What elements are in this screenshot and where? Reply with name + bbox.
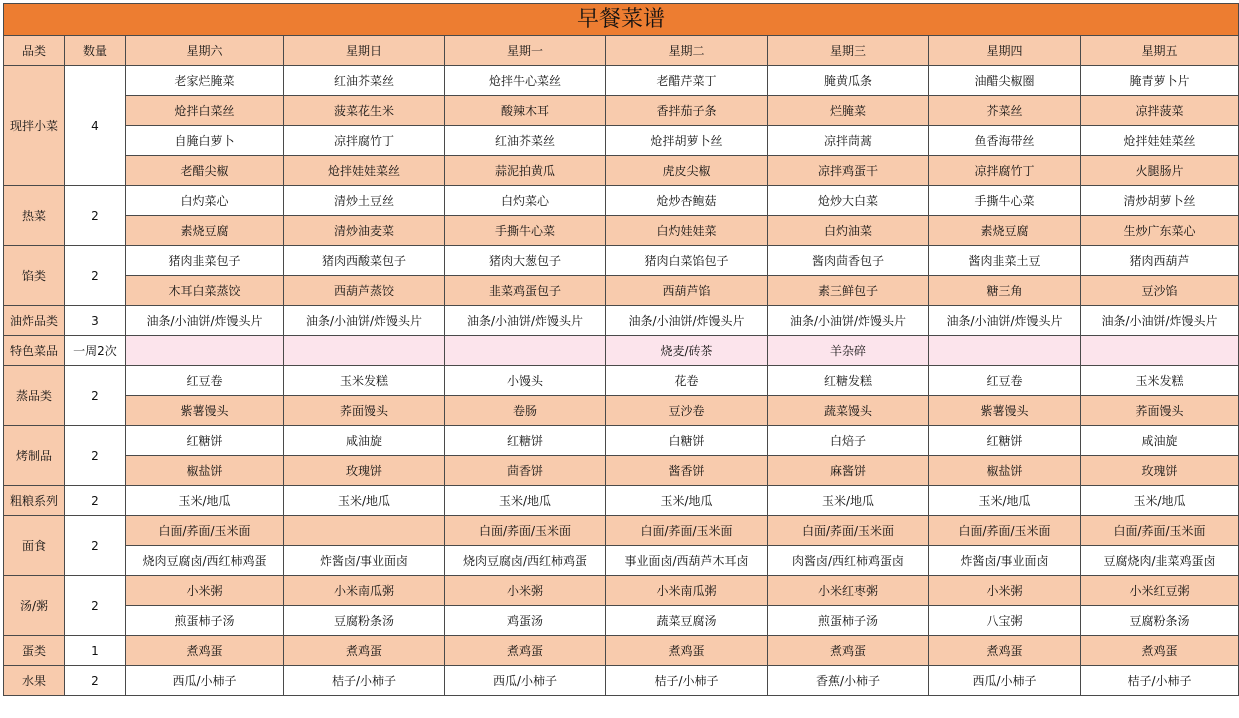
quantity-cell[interactable]: 2 bbox=[65, 516, 126, 576]
menu-cell-thu[interactable]: 西瓜/小柿子 bbox=[929, 666, 1081, 696]
menu-cell-fri[interactable]: 小米红豆粥 bbox=[1081, 576, 1239, 606]
table-row bbox=[4, 636, 1239, 666]
menu-cell-thu[interactable]: 油条/小油饼/炸馒头片 bbox=[929, 306, 1081, 336]
menu-cell-sat[interactable]: 红糖饼 bbox=[126, 426, 284, 456]
menu-cell-sat[interactable]: 紫薯馒头 bbox=[126, 396, 284, 426]
menu-cell-sun[interactable]: 玉米发糕 bbox=[284, 366, 445, 396]
menu-cell-wed[interactable]: 素三鲜包子 bbox=[768, 276, 929, 306]
menu-cell-wed[interactable]: 玉米/地瓜 bbox=[768, 486, 929, 516]
menu-cell-wed[interactable]: 白灼油菜 bbox=[768, 216, 929, 246]
menu-cell-thu[interactable]: 油醋尖椒圈 bbox=[929, 66, 1081, 96]
menu-cell-sun[interactable]: 猪肉西酸菜包子 bbox=[284, 246, 445, 276]
menu-cell-mon[interactable]: 油条/小油饼/炸馒头片 bbox=[445, 306, 606, 336]
menu-cell-mon[interactable]: 煮鸡蛋 bbox=[445, 636, 606, 666]
quantity-cell[interactable]: 1 bbox=[65, 636, 126, 666]
menu-cell-tue[interactable]: 玉米/地瓜 bbox=[606, 486, 768, 516]
menu-cell-wed[interactable]: 肉酱卤/西红柿鸡蛋卤 bbox=[768, 546, 929, 576]
menu-cell-sat[interactable]: 烧肉豆腐卤/西红柿鸡蛋 bbox=[126, 546, 284, 576]
menu-cell-wed[interactable]: 羊杂碎 bbox=[768, 336, 929, 366]
menu-cell-wed[interactable]: 香蕉/小柿子 bbox=[768, 666, 929, 696]
category-cell[interactable]: 现拌小菜 bbox=[4, 66, 65, 186]
menu-cell-sat[interactable]: 自腌白萝卜 bbox=[126, 126, 284, 156]
table-row bbox=[4, 516, 1239, 546]
menu-cell-mon[interactable] bbox=[445, 336, 606, 366]
header-sat[interactable]: 星期六 bbox=[126, 36, 284, 66]
table-row bbox=[4, 126, 1239, 156]
menu-cell-sun[interactable]: 玉米/地瓜 bbox=[284, 486, 445, 516]
menu-cell-wed[interactable]: 烂腌菜 bbox=[768, 96, 929, 126]
category-cell[interactable]: 特色菜品 bbox=[4, 336, 65, 366]
table-row bbox=[4, 336, 1239, 366]
table-row bbox=[4, 216, 1239, 246]
menu-cell-sat[interactable]: 红豆卷 bbox=[126, 366, 284, 396]
menu-cell-sun[interactable]: 玫瑰饼 bbox=[284, 456, 445, 486]
quantity-cell[interactable]: 2 bbox=[65, 576, 126, 636]
menu-cell-sat[interactable]: 椒盐饼 bbox=[126, 456, 284, 486]
menu-cell-tue[interactable]: 炝炒杏鲍菇 bbox=[606, 186, 768, 216]
menu-cell-sat[interactable]: 白灼菜心 bbox=[126, 186, 284, 216]
menu-cell-fri[interactable]: 煮鸡蛋 bbox=[1081, 636, 1239, 666]
breakfast-menu-table bbox=[3, 3, 1239, 696]
quantity-cell[interactable]: 2 bbox=[65, 186, 126, 246]
header-sun[interactable]: 星期日 bbox=[284, 36, 445, 66]
menu-cell-thu[interactable]: 红豆卷 bbox=[929, 366, 1081, 396]
menu-cell-fri[interactable]: 玫瑰饼 bbox=[1081, 456, 1239, 486]
menu-cell-fri[interactable]: 豆沙馅 bbox=[1081, 276, 1239, 306]
menu-cell-sat[interactable]: 西瓜/小柿子 bbox=[126, 666, 284, 696]
menu-cell-fri[interactable]: 玉米发糕 bbox=[1081, 366, 1239, 396]
table-row bbox=[4, 276, 1239, 306]
menu-cell-mon[interactable]: 手撕牛心菜 bbox=[445, 216, 606, 246]
menu-cell-tue[interactable]: 老醋芹菜丁 bbox=[606, 66, 768, 96]
category-cell[interactable]: 烤制品 bbox=[4, 426, 65, 486]
table-row bbox=[4, 156, 1239, 186]
menu-cell-mon[interactable]: 白面/荞面/玉米面 bbox=[445, 516, 606, 546]
menu-cell-fri[interactable]: 腌青萝卜片 bbox=[1081, 66, 1239, 96]
menu-cell-tue[interactable]: 白灼娃娃菜 bbox=[606, 216, 768, 246]
menu-cell-sat[interactable]: 老醋尖椒 bbox=[126, 156, 284, 186]
menu-cell-tue[interactable]: 豆沙卷 bbox=[606, 396, 768, 426]
menu-cell-thu[interactable]: 八宝粥 bbox=[929, 606, 1081, 636]
category-cell[interactable]: 汤/粥 bbox=[4, 576, 65, 636]
menu-cell-sat[interactable]: 小米粥 bbox=[126, 576, 284, 606]
menu-cell-mon[interactable]: 茴香饼 bbox=[445, 456, 606, 486]
menu-cell-wed[interactable]: 白焙子 bbox=[768, 426, 929, 456]
menu-cell-mon[interactable]: 蒜泥拍黄瓜 bbox=[445, 156, 606, 186]
menu-cell-fri[interactable]: 桔子/小柿子 bbox=[1081, 666, 1239, 696]
menu-cell-thu[interactable]: 紫薯馒头 bbox=[929, 396, 1081, 426]
menu-cell-tue[interactable]: 虎皮尖椒 bbox=[606, 156, 768, 186]
menu-cell-sat[interactable]: 白面/荞面/玉米面 bbox=[126, 516, 284, 546]
menu-cell-sat[interactable]: 木耳白菜蒸饺 bbox=[126, 276, 284, 306]
menu-cell-wed[interactable]: 腌黄瓜条 bbox=[768, 66, 929, 96]
header-row bbox=[4, 36, 1239, 66]
category-cell[interactable]: 面食 bbox=[4, 516, 65, 576]
quantity-cell[interactable]: 2 bbox=[65, 366, 126, 426]
category-cell[interactable]: 馅类 bbox=[4, 246, 65, 306]
menu-cell-fri[interactable]: 猪肉西葫芦 bbox=[1081, 246, 1239, 276]
menu-cell-sat[interactable]: 玉米/地瓜 bbox=[126, 486, 284, 516]
menu-cell-mon[interactable]: 玉米/地瓜 bbox=[445, 486, 606, 516]
menu-cell-sat[interactable]: 煎蛋柿子汤 bbox=[126, 606, 284, 636]
menu-cell-mon[interactable]: 红油芥菜丝 bbox=[445, 126, 606, 156]
menu-cell-sun[interactable] bbox=[284, 336, 445, 366]
menu-cell-tue[interactable]: 炝拌胡萝卜丝 bbox=[606, 126, 768, 156]
menu-cell-fri[interactable]: 生炒广东菜心 bbox=[1081, 216, 1239, 246]
menu-cell-tue[interactable]: 香拌茄子条 bbox=[606, 96, 768, 126]
menu-cell-sat[interactable]: 炝拌白菜丝 bbox=[126, 96, 284, 126]
quantity-cell[interactable]: 3 bbox=[65, 306, 126, 336]
menu-cell-mon[interactable]: 小馒头 bbox=[445, 366, 606, 396]
category-cell[interactable]: 油炸品类 bbox=[4, 306, 65, 336]
menu-cell-sun[interactable]: 煮鸡蛋 bbox=[284, 636, 445, 666]
menu-cell-sun[interactable]: 清炒土豆丝 bbox=[284, 186, 445, 216]
menu-cell-mon[interactable]: 炝拌牛心菜丝 bbox=[445, 66, 606, 96]
menu-cell-thu[interactable] bbox=[929, 336, 1081, 366]
menu-cell-wed[interactable]: 麻酱饼 bbox=[768, 456, 929, 486]
table-row bbox=[4, 576, 1239, 606]
menu-cell-sun[interactable] bbox=[284, 516, 445, 546]
header-thu[interactable]: 星期四 bbox=[929, 36, 1081, 66]
header-quantity[interactable]: 数量 bbox=[65, 36, 126, 66]
menu-cell-tue[interactable]: 蔬菜豆腐汤 bbox=[606, 606, 768, 636]
menu-cell-fri[interactable]: 清炒胡萝卜丝 bbox=[1081, 186, 1239, 216]
menu-cell-sun[interactable]: 炝拌娃娃菜丝 bbox=[284, 156, 445, 186]
menu-cell-sat[interactable]: 猪肉韭菜包子 bbox=[126, 246, 284, 276]
menu-cell-thu[interactable]: 椒盐饼 bbox=[929, 456, 1081, 486]
quantity-cell[interactable]: 2 bbox=[65, 486, 126, 516]
menu-cell-tue[interactable]: 白糖饼 bbox=[606, 426, 768, 456]
header-category[interactable]: 品类 bbox=[4, 36, 65, 66]
menu-cell-fri[interactable]: 火腿肠片 bbox=[1081, 156, 1239, 186]
menu-cell-sun[interactable]: 凉拌腐竹丁 bbox=[284, 126, 445, 156]
table-row bbox=[4, 456, 1239, 486]
menu-cell-mon[interactable]: 红糖饼 bbox=[445, 426, 606, 456]
menu-cell-wed[interactable]: 蔬菜馒头 bbox=[768, 396, 929, 426]
menu-cell-tue[interactable]: 白面/荞面/玉米面 bbox=[606, 516, 768, 546]
menu-cell-thu[interactable]: 白面/荞面/玉米面 bbox=[929, 516, 1081, 546]
category-cell[interactable]: 蛋类 bbox=[4, 636, 65, 666]
menu-cell-mon[interactable]: 酸辣木耳 bbox=[445, 96, 606, 126]
menu-cell-sun[interactable]: 炸酱卤/事业面卤 bbox=[284, 546, 445, 576]
menu-cell-sun[interactable]: 菠菜花生米 bbox=[284, 96, 445, 126]
menu-cell-wed[interactable]: 煎蛋柿子汤 bbox=[768, 606, 929, 636]
category-cell[interactable]: 蒸品类 bbox=[4, 366, 65, 426]
table-row bbox=[4, 426, 1239, 456]
menu-cell-sun[interactable]: 豆腐粉条汤 bbox=[284, 606, 445, 636]
header-wed[interactable]: 星期三 bbox=[768, 36, 929, 66]
menu-cell-thu[interactable]: 酱肉韭菜土豆 bbox=[929, 246, 1081, 276]
table-row bbox=[4, 486, 1239, 516]
quantity-cell[interactable]: 2 bbox=[65, 246, 126, 306]
menu-cell-sun[interactable]: 荞面馒头 bbox=[284, 396, 445, 426]
menu-cell-mon[interactable]: 韭菜鸡蛋包子 bbox=[445, 276, 606, 306]
category-cell[interactable]: 水果 bbox=[4, 666, 65, 696]
menu-cell-mon[interactable]: 烧肉豆腐卤/西红柿鸡蛋 bbox=[445, 546, 606, 576]
menu-cell-wed[interactable]: 小米红枣粥 bbox=[768, 576, 929, 606]
table-row bbox=[4, 396, 1239, 426]
category-cell[interactable]: 热菜 bbox=[4, 186, 65, 246]
menu-cell-fri[interactable]: 油条/小油饼/炸馒头片 bbox=[1081, 306, 1239, 336]
menu-cell-thu[interactable]: 鱼香海带丝 bbox=[929, 126, 1081, 156]
menu-cell-mon[interactable]: 猪肉大葱包子 bbox=[445, 246, 606, 276]
menu-cell-sat[interactable]: 素烧豆腐 bbox=[126, 216, 284, 246]
table-row bbox=[4, 606, 1239, 636]
menu-cell-sat[interactable] bbox=[126, 336, 284, 366]
table-row bbox=[4, 306, 1239, 336]
menu-cell-tue[interactable]: 事业面卤/西葫芦木耳卤 bbox=[606, 546, 768, 576]
menu-cell-mon[interactable]: 鸡蛋汤 bbox=[445, 606, 606, 636]
menu-cell-tue[interactable]: 油条/小油饼/炸馒头片 bbox=[606, 306, 768, 336]
menu-cell-wed[interactable]: 凉拌鸡蛋干 bbox=[768, 156, 929, 186]
table-row bbox=[4, 186, 1239, 216]
menu-cell-tue[interactable]: 烧麦/砖茶 bbox=[606, 336, 768, 366]
menu-cell-wed[interactable]: 炝炒大白菜 bbox=[768, 186, 929, 216]
menu-cell-sun[interactable]: 清炒油麦菜 bbox=[284, 216, 445, 246]
menu-cell-thu[interactable]: 芥菜丝 bbox=[929, 96, 1081, 126]
menu-cell-thu[interactable]: 小米粥 bbox=[929, 576, 1081, 606]
menu-cell-wed[interactable]: 油条/小油饼/炸馒头片 bbox=[768, 306, 929, 336]
menu-cell-mon[interactable]: 小米粥 bbox=[445, 576, 606, 606]
menu-cell-fri[interactable]: 豆腐粉条汤 bbox=[1081, 606, 1239, 636]
menu-cell-sat[interactable]: 油条/小油饼/炸馒头片 bbox=[126, 306, 284, 336]
menu-cell-thu[interactable]: 煮鸡蛋 bbox=[929, 636, 1081, 666]
menu-cell-fri[interactable]: 白面/荞面/玉米面 bbox=[1081, 516, 1239, 546]
menu-cell-thu[interactable]: 玉米/地瓜 bbox=[929, 486, 1081, 516]
menu-cell-fri[interactable]: 凉拌菠菜 bbox=[1081, 96, 1239, 126]
table-row bbox=[4, 666, 1239, 696]
header-fri[interactable]: 星期五 bbox=[1081, 36, 1239, 66]
menu-cell-sun[interactable]: 油条/小油饼/炸馒头片 bbox=[284, 306, 445, 336]
menu-cell-wed[interactable]: 酱肉茴香包子 bbox=[768, 246, 929, 276]
menu-cell-tue[interactable]: 桔子/小柿子 bbox=[606, 666, 768, 696]
menu-cell-thu[interactable]: 手撕牛心菜 bbox=[929, 186, 1081, 216]
menu-cell-sun[interactable]: 桔子/小柿子 bbox=[284, 666, 445, 696]
table-row bbox=[4, 66, 1239, 96]
menu-cell-wed[interactable]: 白面/荞面/玉米面 bbox=[768, 516, 929, 546]
menu-cell-sat[interactable]: 老家烂腌菜 bbox=[126, 66, 284, 96]
menu-cell-fri[interactable] bbox=[1081, 336, 1239, 366]
quantity-cell[interactable]: 2 bbox=[65, 426, 126, 486]
menu-cell-thu[interactable]: 糖三角 bbox=[929, 276, 1081, 306]
menu-cell-thu[interactable]: 凉拌腐竹丁 bbox=[929, 156, 1081, 186]
menu-cell-sun[interactable]: 西葫芦蒸饺 bbox=[284, 276, 445, 306]
menu-cell-wed[interactable]: 煮鸡蛋 bbox=[768, 636, 929, 666]
menu-cell-wed[interactable]: 红糖发糕 bbox=[768, 366, 929, 396]
menu-cell-tue[interactable]: 煮鸡蛋 bbox=[606, 636, 768, 666]
quantity-cell[interactable]: 4 bbox=[65, 66, 126, 186]
menu-cell-tue[interactable]: 酱香饼 bbox=[606, 456, 768, 486]
menu-cell-fri[interactable]: 荞面馒头 bbox=[1081, 396, 1239, 426]
menu-cell-sat[interactable]: 煮鸡蛋 bbox=[126, 636, 284, 666]
header-tue[interactable]: 星期二 bbox=[606, 36, 768, 66]
menu-cell-fri[interactable]: 豆腐烧肉/韭菜鸡蛋卤 bbox=[1081, 546, 1239, 576]
menu-cell-mon[interactable]: 卷肠 bbox=[445, 396, 606, 426]
quantity-cell[interactable]: 2 bbox=[65, 666, 126, 696]
menu-cell-tue[interactable]: 西葫芦馅 bbox=[606, 276, 768, 306]
menu-cell-tue[interactable]: 猪肉白菜馅包子 bbox=[606, 246, 768, 276]
table-row bbox=[4, 546, 1239, 576]
table-row bbox=[4, 366, 1239, 396]
menu-cell-sun[interactable]: 咸油旋 bbox=[284, 426, 445, 456]
table-row bbox=[4, 96, 1239, 126]
sheet-title[interactable]: 早餐菜谱 bbox=[4, 4, 1239, 36]
menu-cell-wed[interactable]: 凉拌茼蒿 bbox=[768, 126, 929, 156]
menu-cell-tue[interactable]: 花卷 bbox=[606, 366, 768, 396]
menu-cell-sun[interactable]: 红油芥菜丝 bbox=[284, 66, 445, 96]
category-cell[interactable]: 粗粮系列 bbox=[4, 486, 65, 516]
menu-cell-mon[interactable]: 西瓜/小柿子 bbox=[445, 666, 606, 696]
menu-cell-mon[interactable]: 白灼菜心 bbox=[445, 186, 606, 216]
header-mon[interactable]: 星期一 bbox=[445, 36, 606, 66]
quantity-cell[interactable]: 一周2次 bbox=[65, 336, 126, 366]
menu-cell-thu[interactable]: 红糖饼 bbox=[929, 426, 1081, 456]
menu-cell-sun[interactable]: 小米南瓜粥 bbox=[284, 576, 445, 606]
menu-cell-tue[interactable]: 小米南瓜粥 bbox=[606, 576, 768, 606]
table-row bbox=[4, 246, 1239, 276]
menu-cell-fri[interactable]: 玉米/地瓜 bbox=[1081, 486, 1239, 516]
menu-cell-fri[interactable]: 炝拌娃娃菜丝 bbox=[1081, 126, 1239, 156]
menu-cell-thu[interactable]: 素烧豆腐 bbox=[929, 216, 1081, 246]
menu-cell-fri[interactable]: 咸油旋 bbox=[1081, 426, 1239, 456]
menu-cell-thu[interactable]: 炸酱卤/事业面卤 bbox=[929, 546, 1081, 576]
